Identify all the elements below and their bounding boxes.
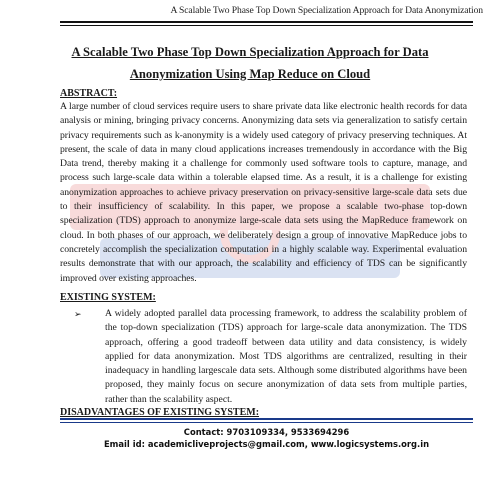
- title-line-2: Anonymization Using Map Reduce on Cloud: [129, 67, 371, 81]
- disadvantages-heading: DISADVANTAGES OF EXISTING SYSTEM:: [60, 407, 260, 418]
- footer-rule: [60, 418, 473, 420]
- footer-rule-secondary: [60, 422, 473, 423]
- footer-contact: Contact: 9703109334, 9533694296: [183, 427, 350, 437]
- title-line-1: A Scalable Two Phase Top Down Specialization Approach for Data: [71, 45, 429, 59]
- existing-system-heading: EXISTING SYSTEM:: [60, 292, 156, 303]
- document-title: [55, 41, 445, 85]
- abstract-text: A large number of cloud services require users to share private data like electronic health records for data analysis or mining, bringing privacy concerns. Anonymizing data sets via generalization to satisfy certain privacy requirements such as k-anonymity is a widely used category of privacy preserving techniques. At present, the scale of data in many cloud applications increases tremendously in accordance with the Big Data trend, thereby making it a challenge for commonly used software tools to capture, manage, and process such large-scale data within a tolerable elapsed time. As a result, it is a challenge for existing anonymization approaches to achieve privacy preservation on privacy-sensitive large-scale data sets due to their insufficiency of scalability. In this paper, we propose a scalable two-phase top-down specialization (TDS) approach to anonymize large-scale data sets using the MapReduce framework on cloud. In both phases of our approach, we deliberately design a group of innovative MapReduce jobs to concretely accomplish the specialization computation in a highly scalable way. Experimental evaluation results demonstrate that with our approach, the scalability and efficiency of TDS can be significantly improved over existing approaches.: [60, 101, 467, 284]
- header-rule: [60, 21, 473, 23]
- existing-system-bullet: [60, 307, 467, 407]
- abstract-heading: ABSTRACT:: [60, 88, 118, 99]
- arrow-bullet-icon: ➢: [74, 309, 82, 319]
- running-header: A Scalable Two Phase Top Down Specialization Approach for Data Anonymization: [170, 5, 483, 16]
- footer-email: Email id: academicliveprojects@gmail.com, www.logicsystems.org.in: [103, 439, 430, 449]
- header-rule-secondary: [60, 25, 473, 26]
- existing-system-text: A widely adopted parallel data processing framework, to address the scalability problem of the top-down specialization (TDS) approach for large-scale data anonymization. The TDS approach, offering a good tradeoff between data utility and data consistency, is widely applied for data anonymization. Most TDS algorithms are centralized, resulting in their inadequacy in handling largescale data sets. Although some distributed algorithms have been proposed, they mainly focus on secure anonymization of data sets from multiple parties, rather than the scalability aspect.: [105, 308, 467, 405]
